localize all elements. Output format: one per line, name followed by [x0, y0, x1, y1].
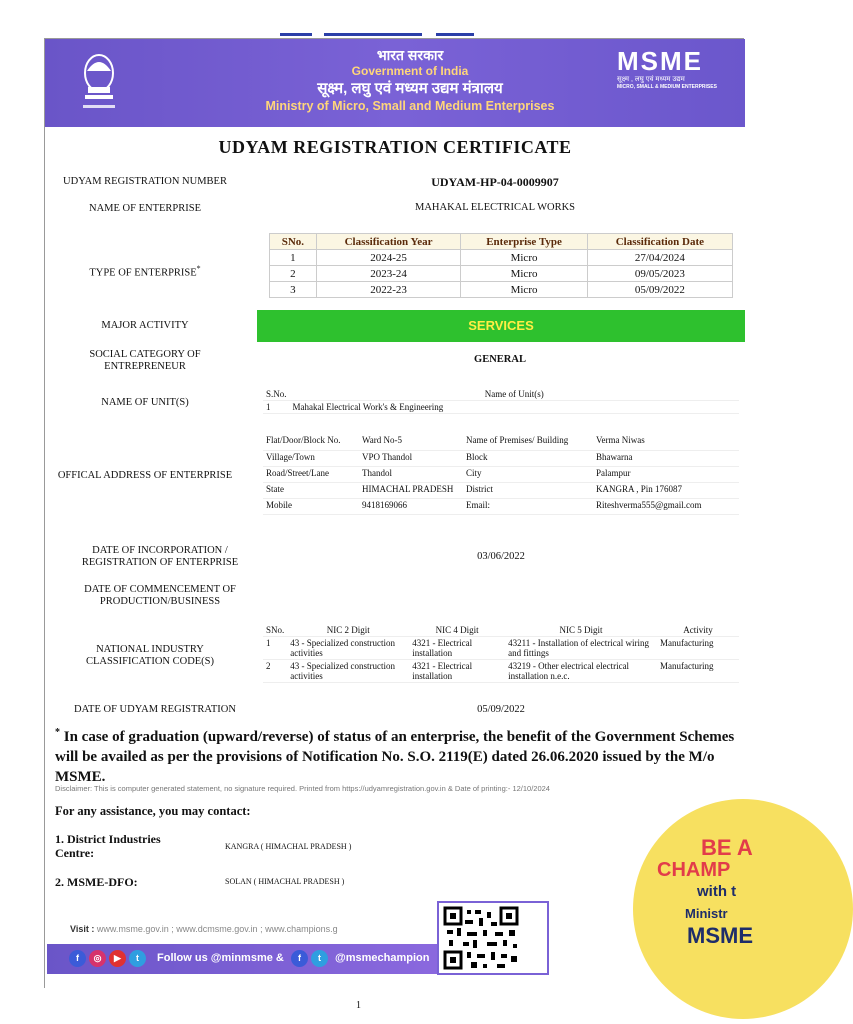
classification-row [270, 266, 733, 282]
page-number: 1 [356, 1000, 361, 1011]
address-label: OFFICAL ADDRESS OF ENTERPRISE [57, 470, 233, 481]
nic-row [263, 660, 739, 683]
address-cell: Road/Street/Lane [263, 466, 359, 482]
graduation-note [55, 723, 745, 787]
address-cell: State [263, 482, 359, 498]
units-header-row [263, 388, 739, 401]
address-cell: Verma Niwas [593, 434, 739, 450]
address-cell: Block [463, 450, 593, 466]
nic-cell: 4321 - Electrical installation [409, 660, 505, 683]
msme-logo-english: MICRO, SMALL & MEDIUM ENTERPRISES [617, 84, 717, 90]
follow-text: Follow us @minmsme & [157, 952, 284, 964]
header-banner [45, 39, 745, 127]
classification-row [270, 250, 733, 266]
qr-code-frame [437, 901, 549, 975]
units-cell-name: Mahakal Electrical Work's & Engineering [290, 401, 739, 414]
address-row [263, 450, 739, 466]
units-row [263, 401, 739, 414]
classification-cell: 2024-25 [316, 250, 461, 266]
classification-cell: Micro [461, 266, 587, 282]
address-cell: Mobile [263, 498, 359, 514]
social-category-label: SOCIAL CATEGORY OF ENTREPRENEUR [89, 349, 201, 372]
visit-line [70, 924, 338, 934]
classification-header-cell: SNo. [270, 234, 317, 250]
facebook-icon-2[interactable]: f [291, 950, 308, 967]
classification-cell: 1 [270, 250, 317, 266]
english-ministry-text: Ministry of Micro, Small and Medium Enterprises [265, 99, 555, 113]
udyam-date: 05/09/2022 [477, 704, 525, 715]
nic-cell: Manufacturing [657, 637, 739, 660]
nic-header-cell: NIC 4 Digit [409, 624, 505, 637]
qr-code-icon [443, 906, 521, 972]
address-cell: Palampur [593, 466, 739, 482]
classification-header-cell: Enterprise Type [461, 234, 587, 250]
nic-header-cell: NIC 2 Digit [287, 624, 409, 637]
address-row [263, 498, 739, 514]
reg-number-label: UDYAM REGISTRATION NUMBER [63, 176, 227, 187]
units-table [263, 388, 739, 414]
msme-logo [617, 47, 727, 97]
enterprise-name-value: MAHAKAL ELECTRICAL WORKS [414, 202, 576, 213]
classification-header-cell: Classification Date [587, 234, 732, 250]
classification-cell: 2022-23 [316, 282, 461, 298]
classification-cell: 05/09/2022 [587, 282, 732, 298]
address-row [263, 466, 739, 482]
champ-line-2: CHAMP [657, 859, 731, 881]
address-cell: HIMACHAL PRADESH [359, 482, 463, 498]
address-cell: Riteshverma555@gmail.com [593, 498, 739, 514]
graduation-note-text: In case of graduation (upward/reverse) of status of an enterprise, the benefit of the Government Schemes will be availed as per the provisions of Notification No. S.O. 2119(E) dated 26.06.2020 issued by the M/o MSME. [55, 729, 735, 785]
instagram-icon[interactable]: ◎ [89, 950, 106, 967]
nic-cell: 43219 - Other electrical electrical installation n.e.c. [505, 660, 657, 683]
nic-label: NATIONAL INDUSTRY CLASSIFICATION CODE(S) [85, 644, 215, 667]
address-row [263, 482, 739, 498]
major-activity-value: SERVICES [257, 310, 745, 342]
twitter-icon-2[interactable]: t [311, 950, 328, 967]
assistance-heading: For any assistance, you may contact: [55, 804, 251, 818]
visit-label: Visit : [70, 924, 95, 934]
classification-cell: Micro [461, 250, 587, 266]
facebook-icon[interactable]: f [69, 950, 86, 967]
major-activity-label: MAJOR ACTIVITY [101, 320, 189, 331]
classification-header-cell: Classification Year [316, 234, 461, 250]
classification-cell: 2023-24 [316, 266, 461, 282]
nic-cell: 43211 - Installation of electrical wiring and fittings [505, 637, 657, 660]
champ-line-4: Ministr [685, 906, 728, 921]
address-cell: Village/Town [263, 450, 359, 466]
address-cell: Thandol [359, 466, 463, 482]
disclaimer: Disclaimer: This is computer generated statement, no signature required. Printed from https://udyamregistration.gov.in & Date of printing:- 12/10/2024 [55, 784, 550, 793]
commencement-label: DATE OF COMMENCEMENT OF PRODUCTION/BUSINESS [84, 584, 236, 607]
nic-header-cell: SNo. [263, 624, 287, 637]
units-header-name: Name of Unit(s) [290, 388, 739, 401]
graduation-star: * [55, 727, 60, 738]
nic-table [263, 624, 739, 683]
address-cell: 9418169066 [359, 498, 463, 514]
classification-cell: Micro [461, 282, 587, 298]
english-govt-text: Government of India [351, 64, 469, 78]
nic-cell: 43 - Specialized construction activities [287, 660, 409, 683]
classification-cell: 2 [270, 266, 317, 282]
nic-header-row [263, 624, 739, 637]
follow-handle: @msmechampion [335, 952, 430, 964]
hindi-govt-text: भारत सरकार [376, 47, 444, 63]
address-cell: City [463, 466, 593, 482]
address-table [263, 434, 739, 515]
address-cell: Ward No-5 [359, 434, 463, 450]
classification-row [270, 282, 733, 298]
classification-cell: 09/05/2023 [587, 266, 732, 282]
nic-cell: Manufacturing [657, 660, 739, 683]
address-cell: Bhawarna [593, 450, 739, 466]
banner-text [195, 47, 625, 114]
address-cell: VPO Thandol [359, 450, 463, 466]
udyam-date-label: DATE OF UDYAM REGISTRATION [74, 704, 236, 715]
contact-dic-value: KANGRA ( HIMACHAL PRADESH ) [225, 842, 352, 851]
nic-header-cell: NIC 5 Digit [505, 624, 657, 637]
follow-bar [47, 944, 467, 974]
contact-dfo-value: SOLAN ( HIMACHAL PRADESH ) [225, 877, 345, 886]
nic-cell: 43 - Specialized construction activities [287, 637, 409, 660]
contact-dfo-label: 2. MSME-DFO: [55, 875, 138, 889]
units-header-sno: S.No. [263, 388, 290, 401]
social-category-value: GENERAL [474, 354, 526, 365]
champ-line-3: with t [697, 883, 737, 900]
nic-cell: 4321 - Electrical installation [409, 637, 505, 660]
incorporation-label: DATE OF INCORPORATION / REGISTRATION OF ENTERPRISE [81, 545, 239, 568]
enterprise-type-star: * [196, 264, 201, 273]
nic-row [263, 637, 739, 660]
address-cell: KANGRA , Pin 176087 [593, 482, 739, 498]
nic-cell: 1 [263, 637, 287, 660]
certificate-title: UDYAM REGISTRATION CERTIFICATE [218, 137, 572, 157]
champions-text [657, 837, 757, 947]
address-cell: District [463, 482, 593, 498]
contact-dic-label: 1. District Industries Centre: [55, 832, 161, 860]
address-cell: Email: [463, 498, 593, 514]
champ-line-1: BE A [701, 835, 753, 860]
reg-number-value: UDYAM-HP-04-0009907 [431, 175, 559, 189]
units-label: NAME OF UNIT(S) [101, 397, 189, 408]
units-cell-sno: 1 [263, 401, 290, 414]
nic-header-cell: Activity [657, 624, 739, 637]
msme-logo-word: MSME [617, 46, 703, 76]
certificate-page [44, 38, 753, 988]
incorporation-date: 03/06/2022 [477, 551, 525, 562]
visit-links[interactable]: www.msme.gov.in ; www.dcmsme.gov.in ; www.champions.g [96, 924, 338, 934]
classification-header-row [270, 234, 733, 250]
msme-logo-hindi: सूक्ष्म , लघु एवं मध्यम उद्यम [617, 76, 685, 83]
classification-cell: 3 [270, 282, 317, 298]
national-emblem-icon [73, 49, 125, 115]
enterprise-type-label-text: TYPE OF ENTERPRISE [89, 267, 197, 279]
enterprise-name-label: NAME OF ENTERPRISE [88, 203, 201, 214]
address-row [263, 434, 739, 450]
address-cell: Flat/Door/Block No. [263, 434, 359, 450]
hindi-ministry-text: सूक्ष्म, लघु एवं मध्यम उद्यम मंत्रालय [317, 80, 503, 97]
youtube-icon[interactable]: ▶ [109, 950, 126, 967]
twitter-icon[interactable]: t [129, 950, 146, 967]
champ-line-5: MSME [687, 923, 753, 948]
nic-cell: 2 [263, 660, 287, 683]
enterprise-type-label [55, 263, 235, 280]
classification-table [269, 233, 733, 298]
classification-cell: 27/04/2024 [587, 250, 732, 266]
address-cell: Name of Premises/ Building [463, 434, 593, 450]
